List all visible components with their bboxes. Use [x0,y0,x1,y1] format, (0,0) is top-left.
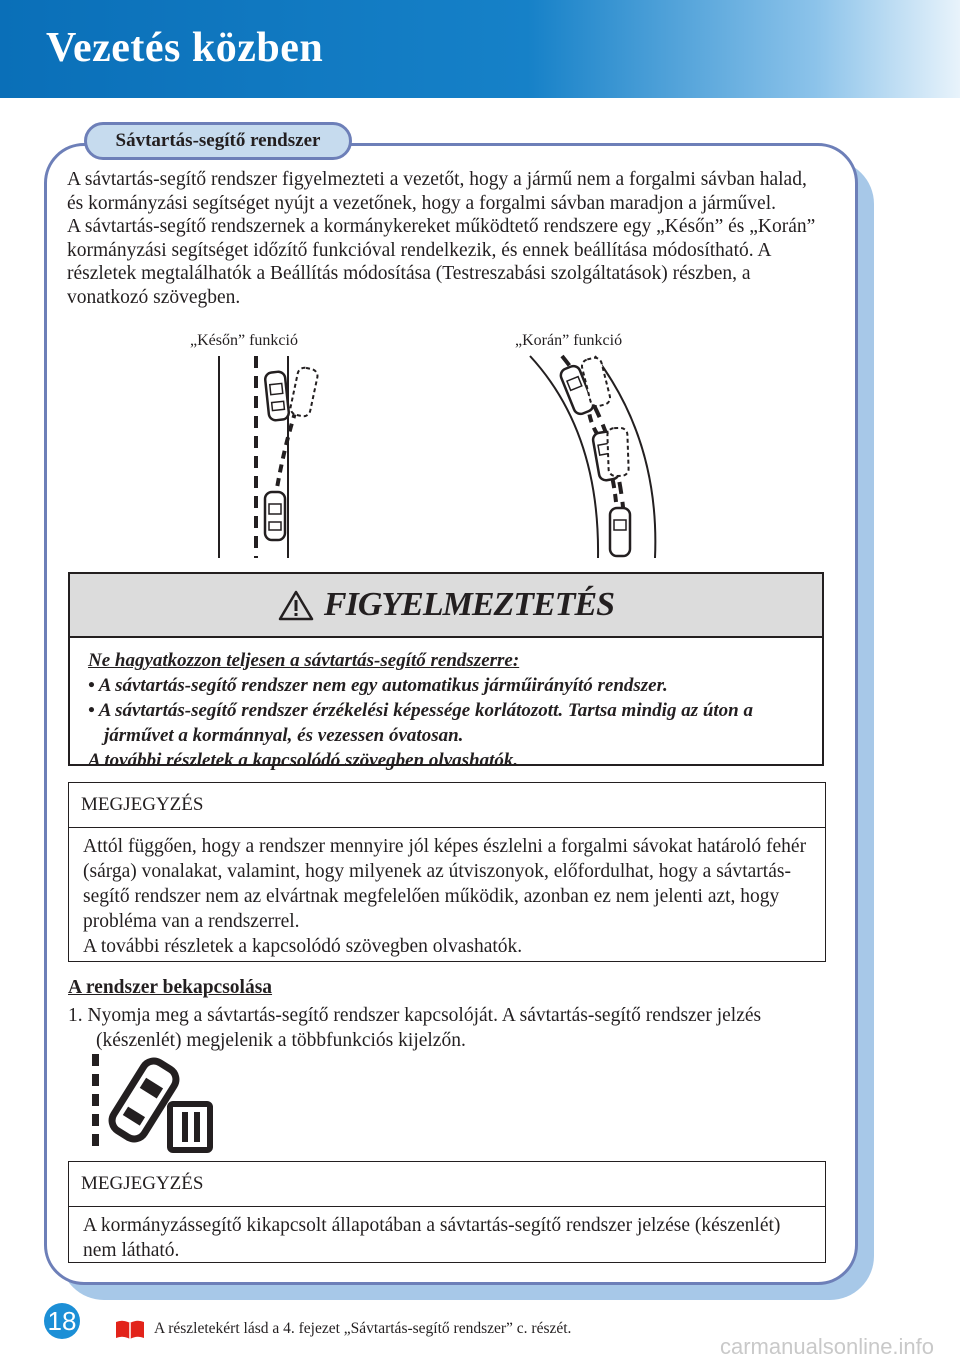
warning-box [68,572,824,771]
warning-lead: Ne hagyatkozzon teljesen a sávtartás-segítő rendszerre: [88,650,520,671]
intro-text [67,168,827,309]
footer-reference [114,1318,571,1340]
warning-triangle-icon [278,589,314,621]
note-box-1 [68,782,826,962]
activation-heading: A rendszer bekapcsolása [68,977,273,998]
footer-reference-text: A részletekért lásd a 4. fejezet „Sávtartás-segítő rendszer” c. részét. [154,1320,572,1337]
note-1-body [69,828,825,967]
note-1-footer: A további részletek a kapcsolódó szövegben olvashatók. [83,936,523,957]
activation-step-1 [68,1003,830,1053]
note-2-text: A kormányzássegítő kikapcsolt állapotában a sávtartás-segítő rendszer jelzése (készenlét) nem látható. [83,1215,781,1261]
warning-title: FIGYELMEZTETÉS [323,586,615,623]
page-number: 18 [44,1303,80,1339]
intro-paragraph-2: A sávtartás-segítő rendszernek a kormánykereket működtető rendszere egy „Későn” és „Korán” kormányzási segítséget időzítő funkcióval rendelkezik, és ennek beállítása módosítható. A részletek megtalálhatók a Beállítás módosítása (Testreszabási szolgáltatások) részben, a vonatkozó szövegben. [67,216,816,308]
warning-bullet-2: • A sávtartás-segítő rendszer érzékelési képessége korlátozott. Tartsa mindig az úton a járművet a kormánnyal, és vezessen óvatosan. [88,700,753,746]
note-1-heading: MEGJEGYZÉS [69,783,825,828]
late-function-label: „Későn” funkció [190,332,298,349]
intro-paragraph-1: A sávtartás-segítő rendszer figyelmezteti a vezetőt, hogy a jármű nem a forgalmi sávban halad, és kormányzási segítséget nyújt a vezetőnek, hogy a forgalmi sávban maradjon a járművel. [67,169,807,214]
watermark: carmanualsonline.info [720,1334,935,1359]
lane-assist-diagram [200,352,680,562]
lane-keep-standby-icon [88,1052,218,1156]
note-2-heading: MEGJEGYZÉS [69,1162,825,1207]
header-banner [0,0,960,98]
book-icon [114,1318,146,1340]
warning-footer: A további részletek a kapcsolódó szövegben olvashatók. [88,750,519,771]
warning-body [70,638,822,773]
page-title: Vezetés közben [46,25,324,71]
warning-header [70,574,822,638]
note-2-body [69,1207,825,1271]
activation-step-1-text: 1. Nyomja meg a sávtartás-segítő rendszer kapcsolóját. A sávtartás-segítő rendszer jelzés (készenlét) megjelenik a többfunkciós kijelzőn. [68,1005,762,1051]
warning-bullet-1: • A sávtartás-segítő rendszer nem egy automatikus járműirányító rendszer. [88,675,668,696]
section-tab: Sávtartás-segítő rendszer [84,122,352,160]
note-1-text: Attól függően, hogy a rendszer mennyire jól képes észlelni a forgalmi sávokat határoló fehér (sárga) vonalakat, valamint, hogy milyenek az útviszonyok, előfordulhat, hogy a sávtartás-segítő rendszer nem az elvártnak megfelelően működik, azonban ez nem jelenti azt, hogy probléma van a rendszerrel. [83,836,807,932]
early-function-label: „Korán” funkció [515,332,623,349]
early-function-illustration [530,356,655,558]
late-function-illustration [219,356,319,558]
note-box-2 [68,1161,826,1263]
